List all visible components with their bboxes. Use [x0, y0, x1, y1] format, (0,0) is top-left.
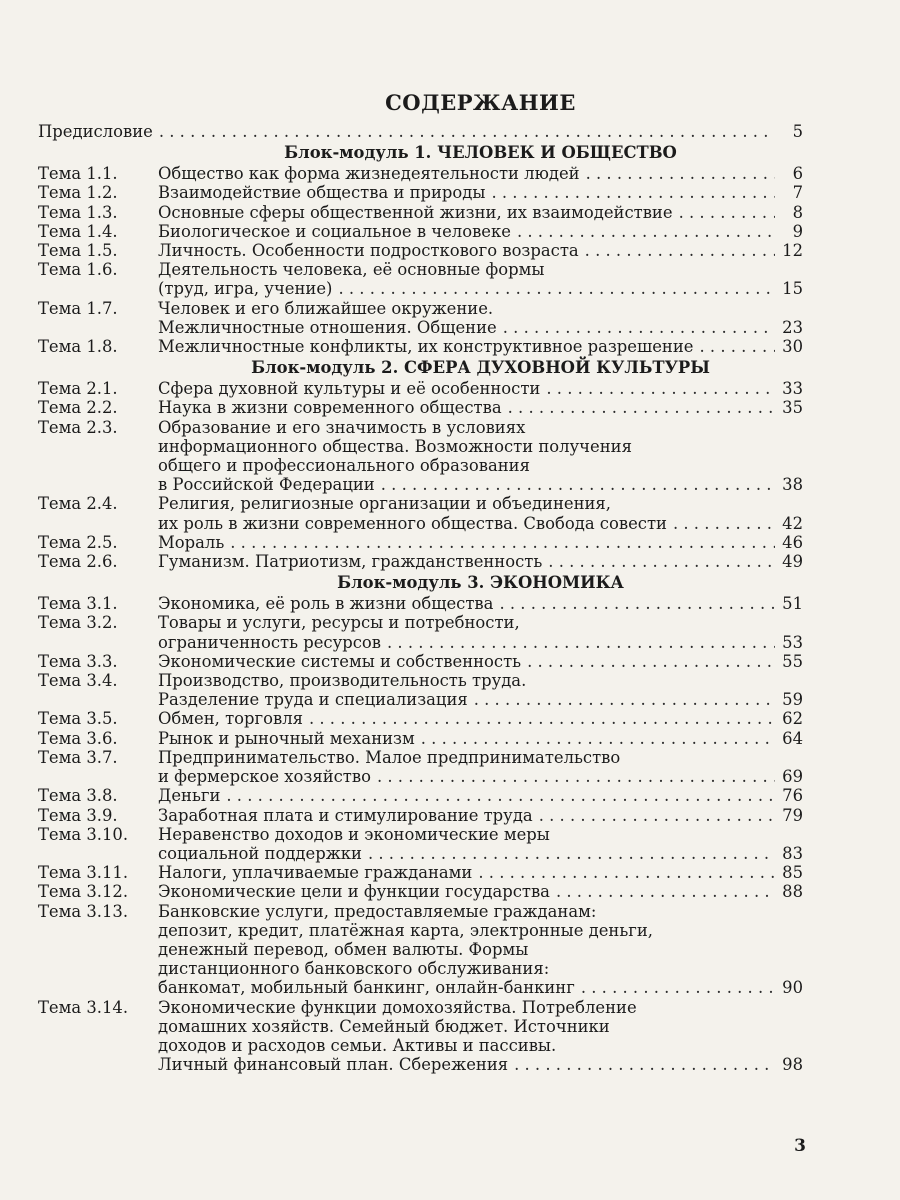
topic-title-line: Религия, религиозные организации и объединения,	[158, 494, 611, 514]
topic-page: 62	[782, 709, 803, 729]
topic-title	[158, 299, 803, 337]
topic-page: 7	[792, 183, 803, 203]
topic-page: 9	[792, 221, 803, 241]
topic-number: Тема 3.9.	[38, 805, 118, 825]
topic-number: Тема 1.4.	[38, 221, 118, 241]
toc-entry	[38, 533, 803, 552]
topic-title	[158, 241, 803, 260]
dot-leader	[226, 786, 775, 805]
topic-page: 76	[782, 786, 803, 806]
topic-title-line: общего и профессионального образования	[158, 456, 530, 476]
topic-page: 98	[782, 1055, 803, 1075]
toc-entry	[38, 494, 803, 532]
dot-leader	[508, 398, 775, 417]
topic-number: Тема 3.14.	[38, 997, 129, 1017]
topic-title-line: Рынок и рыночный механизм	[158, 728, 415, 748]
dot-leader	[556, 882, 775, 901]
topic-title	[158, 164, 803, 183]
topic-title-line: Обмен, торговля	[158, 709, 303, 729]
dot-leader	[230, 533, 775, 552]
toc-entry	[38, 729, 803, 748]
topic-title-line: банкомат, мобильный банкинг, онлайн-банкинг	[158, 978, 575, 998]
topic-number: Тема 2.1.	[38, 379, 118, 399]
topic-title	[158, 652, 803, 671]
topic-title-line: социальной поддержки	[158, 843, 362, 863]
topic-page: 79	[782, 805, 803, 825]
topic-number: Тема 3.6.	[38, 728, 118, 748]
dot-leader	[673, 514, 775, 533]
topic-title-line: Межличностные отношения. Общение	[158, 317, 497, 337]
dot-leader	[159, 122, 775, 141]
topic-title-line: Деятельность человека, её основные формы	[158, 260, 545, 280]
topic-title-line: Налоги, уплачиваемые гражданами	[158, 863, 473, 883]
topic-title-line: домашних хозяйств. Семейный бюджет. Источники	[158, 1016, 610, 1036]
topic-title-line: Наука в жизни современного общества	[158, 398, 502, 418]
topic-number: Тема 3.3.	[38, 651, 118, 671]
toc-entry	[38, 183, 803, 202]
topic-title-line: Сфера духовной культуры и её особенности	[158, 379, 541, 399]
topic-page: 42	[782, 513, 803, 533]
topic-title-line: Предпринимательство. Малое предпринимательство	[158, 747, 621, 767]
topic-title	[158, 902, 803, 998]
topic-title	[158, 786, 803, 805]
toc-entry	[38, 260, 803, 298]
topic-page: 35	[782, 398, 803, 418]
topic-number: Тема 3.7.	[38, 747, 118, 767]
topic-page: 53	[782, 632, 803, 652]
topic-title-line: Гуманизм. Патриотизм, гражданственность	[158, 552, 543, 572]
topic-title	[158, 748, 803, 786]
topic-page: 46	[782, 532, 803, 552]
dot-leader	[381, 475, 775, 494]
dot-leader	[499, 594, 775, 613]
toc-entry	[38, 998, 803, 1075]
toc-entry	[38, 418, 803, 495]
dot-leader	[699, 337, 775, 356]
topic-title-line: Человек и его ближайшее окружение.	[158, 298, 494, 318]
preface-label: Предисловие	[38, 122, 153, 141]
dot-leader	[586, 164, 775, 183]
topic-title-line: и фермерское хозяйство	[158, 767, 371, 787]
dot-leader	[387, 633, 775, 652]
topic-title-line: Деньги	[158, 786, 221, 806]
toc-entry	[38, 882, 803, 901]
toc-entry	[38, 337, 803, 356]
dot-leader	[474, 690, 775, 709]
topic-number: Тема 1.8.	[38, 337, 118, 357]
topic-title	[158, 998, 803, 1075]
dot-leader	[478, 863, 775, 882]
block-heading: Блок-модуль 2. СФЕРА ДУХОВНОЙ КУЛЬТУРЫ	[251, 358, 710, 378]
topic-title-line: Экономика, её роль в жизни общества	[158, 594, 494, 614]
dot-leader	[368, 844, 775, 863]
topic-title	[158, 806, 803, 825]
topic-title	[158, 594, 803, 613]
dot-leader	[377, 767, 775, 786]
topic-title	[158, 337, 803, 356]
toc-entry	[38, 671, 803, 709]
toc-entry	[38, 203, 803, 222]
topic-title-line: (труд, игра, учение)	[158, 279, 333, 299]
toc-entry	[38, 825, 803, 863]
topic-page: 55	[782, 651, 803, 671]
topic-number: Тема 1.6.	[38, 260, 118, 280]
topic-title-line: доходов и расходов семьи. Активы и пассивы.	[158, 1035, 557, 1055]
toc-entry	[38, 902, 803, 998]
topic-number: Тема 3.8.	[38, 786, 118, 806]
topic-title	[158, 613, 803, 651]
topic-page: 33	[782, 379, 803, 399]
topic-page: 83	[782, 843, 803, 863]
topic-title	[158, 203, 803, 222]
topic-number: Тема 3.5.	[38, 709, 118, 729]
topic-title-line: Мораль	[158, 532, 225, 552]
topic-title	[158, 183, 803, 202]
topic-number: Тема 1.3.	[38, 202, 118, 222]
topic-title-line: Экономические цели и функции государства	[158, 882, 550, 902]
dot-leader	[491, 183, 775, 202]
toc-entry	[38, 786, 803, 805]
topic-title-line: Производство, производительность труда.	[158, 671, 527, 691]
toc-entry	[38, 164, 803, 183]
toc-entry	[38, 806, 803, 825]
topic-number: Тема 3.13.	[38, 901, 129, 921]
toc-entry	[38, 613, 803, 651]
topic-number: Тема 1.5.	[38, 241, 118, 261]
dot-leader	[338, 279, 775, 298]
topic-number: Тема 2.6.	[38, 552, 118, 572]
topic-title-line: дистанционного банковского обслуживания:	[158, 959, 550, 979]
toc-entry	[38, 299, 803, 337]
toc-list	[38, 143, 803, 1074]
topic-title-line: Разделение труда и специализация	[158, 690, 468, 710]
topic-title	[158, 379, 803, 398]
preface-page: 5	[792, 122, 803, 141]
topic-title-line: Общество как форма жизнедеятельности людей	[158, 164, 580, 184]
topic-title-line: денежный перевод, обмен валюты. Формы	[158, 939, 529, 959]
topic-title-line: ограниченность ресурсов	[158, 632, 381, 652]
topic-title-line: Личность. Особенности подросткового возраста	[158, 241, 579, 261]
dot-leader	[539, 806, 775, 825]
topic-title	[158, 729, 803, 748]
toc-entry	[38, 709, 803, 728]
dot-leader	[503, 318, 775, 337]
topic-page: 49	[782, 552, 803, 572]
dot-leader	[421, 729, 775, 748]
dot-leader	[548, 552, 775, 571]
topic-number: Тема 1.7.	[38, 298, 118, 318]
dot-leader	[514, 1055, 775, 1074]
preface-entry	[38, 122, 803, 141]
topic-title-line: Неравенство доходов и экономические меры	[158, 824, 550, 844]
toc-entry	[38, 863, 803, 882]
topic-page: 64	[782, 728, 803, 748]
topic-title-line: Экономические функции домохозяйства. Потребление	[158, 997, 637, 1017]
topic-title	[158, 260, 803, 298]
dot-leader	[517, 222, 775, 241]
block-heading: Блок-модуль 1. ЧЕЛОВЕК И ОБЩЕСТВО	[284, 143, 677, 163]
topic-title-line: Товары и услуги, ресурсы и потребности,	[158, 613, 520, 633]
topic-number: Тема 3.11.	[38, 863, 129, 883]
topic-page: 51	[782, 594, 803, 614]
topic-title	[158, 825, 803, 863]
toc-entry	[38, 241, 803, 260]
topic-title	[158, 671, 803, 709]
topic-title-line: их роль в жизни современного общества. Свобода совести	[158, 513, 667, 533]
topic-number: Тема 2.4.	[38, 494, 118, 514]
topic-title	[158, 533, 803, 552]
topic-title-line: Образование и его значимость в условиях	[158, 417, 526, 437]
topic-title	[158, 709, 803, 728]
toc-entry	[38, 594, 803, 613]
topic-page: 23	[782, 317, 803, 337]
topic-page: 15	[782, 279, 803, 299]
topic-number: Тема 3.4.	[38, 671, 118, 691]
topic-page: 6	[792, 164, 803, 184]
dot-leader	[585, 241, 775, 260]
topic-number: Тема 1.2.	[38, 183, 118, 203]
dot-leader	[679, 203, 775, 222]
dot-leader	[527, 652, 775, 671]
topic-page: 12	[782, 241, 803, 261]
topic-page: 8	[792, 202, 803, 222]
dot-leader	[309, 709, 775, 728]
topic-number: Тема 3.2.	[38, 613, 118, 633]
topic-page: 90	[782, 978, 803, 998]
dot-leader	[581, 978, 775, 997]
topic-title-line: Банковские услуги, предоставляемые гражданам:	[158, 901, 597, 921]
topic-title-line: в Российской Федерации	[158, 475, 375, 495]
topic-page: 30	[782, 337, 803, 357]
topic-number: Тема 1.1.	[38, 164, 118, 184]
topic-title-line: Биологическое и социальное в человеке	[158, 221, 511, 241]
topic-title-line: Межличностные конфликты, их конструктивное разрешение	[158, 337, 694, 357]
topic-number: Тема 3.1.	[38, 594, 118, 614]
topic-title	[158, 398, 803, 417]
toc-entry	[38, 552, 803, 571]
topic-title	[158, 863, 803, 882]
page-number: 3	[794, 1136, 806, 1156]
page-title: СОДЕРЖАНИЕ	[385, 90, 576, 115]
topic-number: Тема 3.12.	[38, 882, 129, 902]
topic-number: Тема 3.10.	[38, 824, 129, 844]
topic-title-line: депозит, кредит, платёжная карта, электронные деньги,	[158, 920, 653, 940]
toc-entry	[38, 748, 803, 786]
topic-page: 69	[782, 767, 803, 787]
topic-title-line: Личный финансовый план. Сбережения	[158, 1055, 509, 1075]
block-heading: Блок-модуль 3. ЭКОНОМИКА	[337, 573, 624, 593]
topic-number: Тема 2.2.	[38, 398, 118, 418]
topic-title-line: Взаимодействие общества и природы	[158, 183, 486, 203]
topic-title	[158, 882, 803, 901]
topic-title	[158, 418, 803, 495]
topic-number: Тема 2.5.	[38, 532, 118, 552]
toc-entry	[38, 652, 803, 671]
topic-title-line: Экономические системы и собственность	[158, 651, 522, 671]
topic-title	[158, 552, 803, 571]
toc-entry	[38, 222, 803, 241]
topic-page: 85	[782, 863, 803, 883]
topic-page: 88	[782, 882, 803, 902]
dot-leader	[546, 379, 775, 398]
topic-number: Тема 2.3.	[38, 417, 118, 437]
toc-entry	[38, 398, 803, 417]
topic-page: 59	[782, 690, 803, 710]
toc-entry	[38, 379, 803, 398]
topic-title-line: Основные сферы общественной жизни, их взаимодействие	[158, 202, 673, 222]
topic-title	[158, 222, 803, 241]
topic-title	[158, 494, 803, 532]
topic-title-line: информационного общества. Возможности получения	[158, 436, 632, 456]
topic-page: 38	[782, 475, 803, 495]
topic-title-line: Заработная плата и стимулирование труда	[158, 805, 533, 825]
